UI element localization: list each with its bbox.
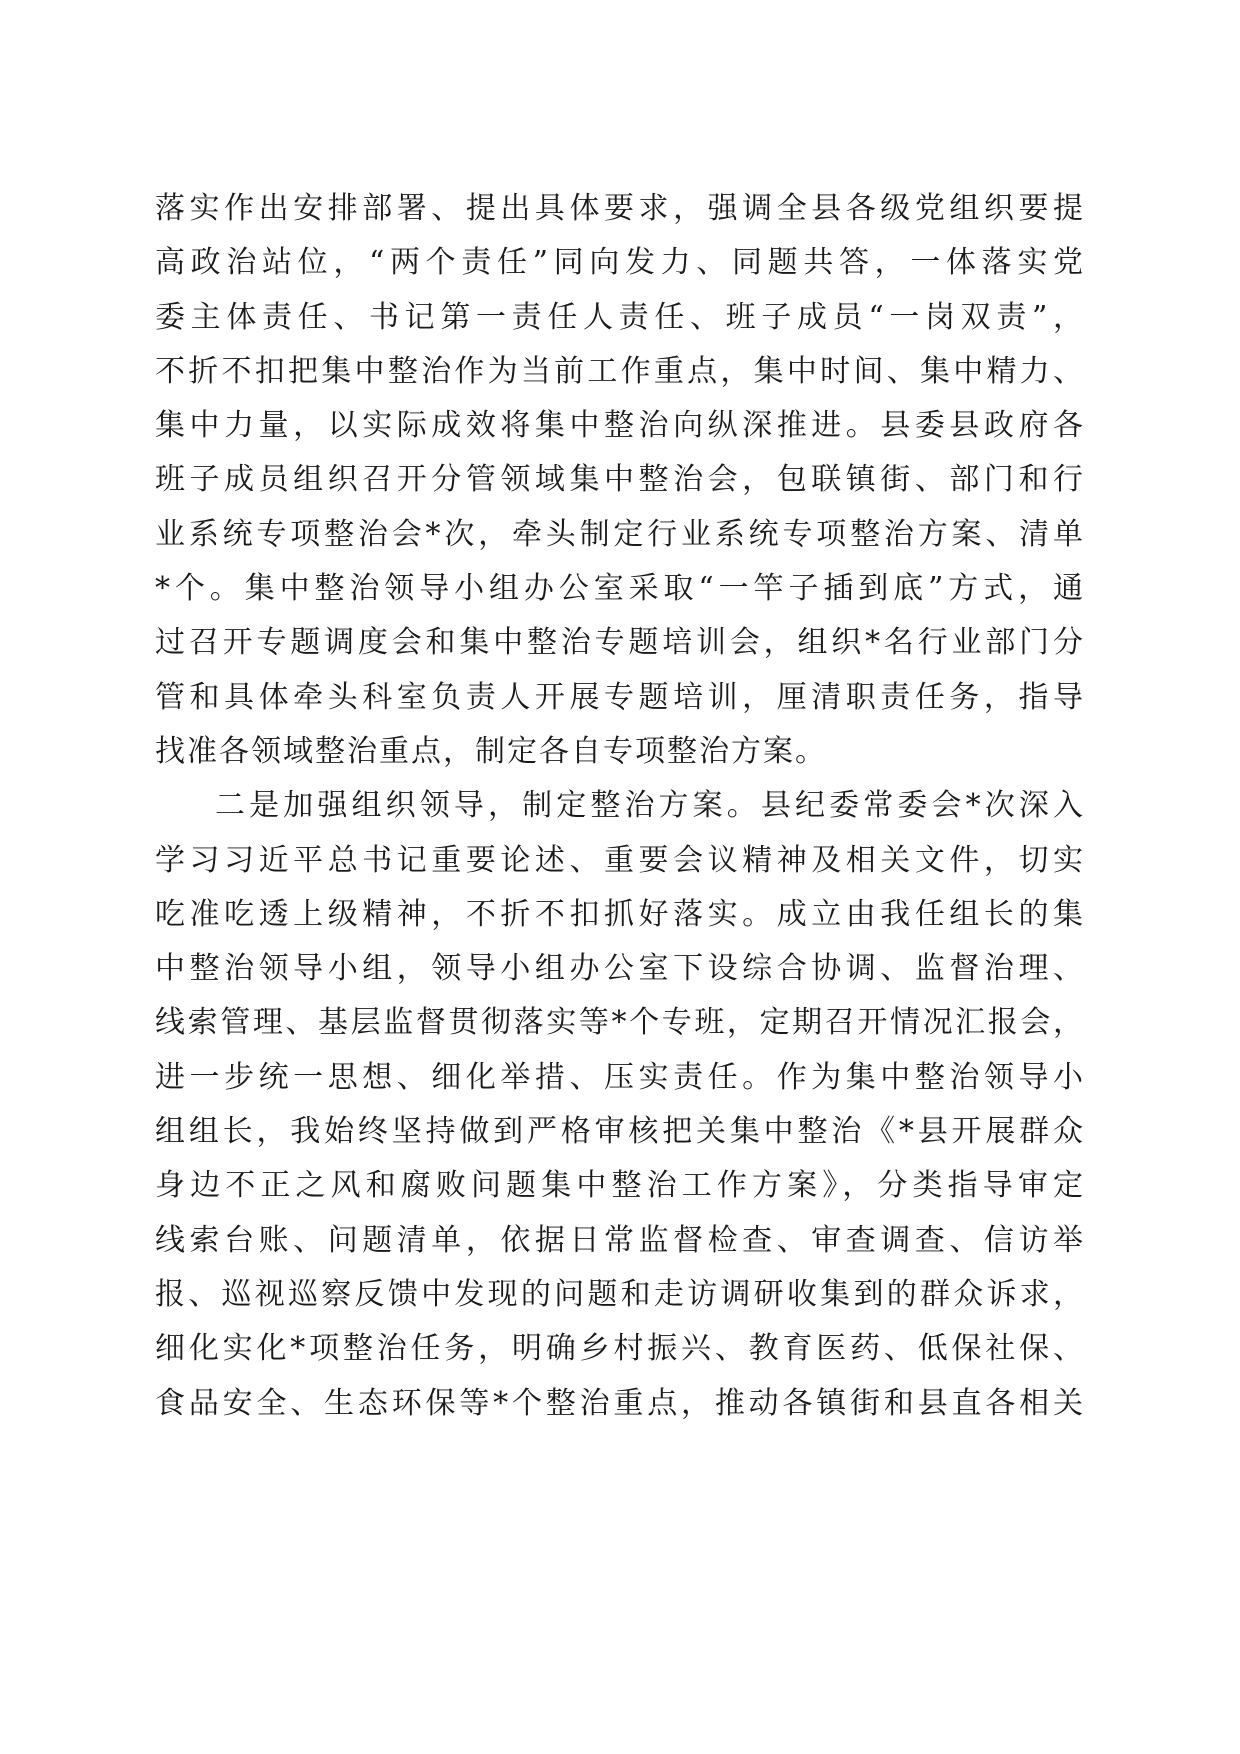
paragraph-heading-line: 二是加强组织领导，制定整治方案。县纪委常委会*次深入 <box>215 788 1085 824</box>
text-line-9: 过召开专题调度会和集中整治专题培训会，组织*名行业部门分 <box>155 625 1085 661</box>
text-line-11: 找准各领域整治重点，制定各自专项整治方案。 <box>155 733 827 769</box>
text-line-8: *个。集中整治领导小组办公室采取“一竿子插到底”方式，通 <box>155 571 1085 607</box>
text-line-13: 学习习近平总书记重要论述、重要会议精神及相关文件，切实 <box>155 842 1085 878</box>
text-line-4: 不折不扣把集中整治作为当前工作重点，集中时间、集中精力、 <box>155 353 1085 389</box>
text-line-1: 落实作出安排部署、提出具体要求，强调全县各级党组织要提 <box>155 191 1085 226</box>
body-text <box>155 182 1085 1431</box>
text-line-23: 食品安全、生态环保等*个整治重点，推动各镇街和县直各相关 <box>155 1385 1085 1421</box>
text-line-22: 细化实化*项整治任务，明确乡村振兴、教育医药、低保社保、 <box>155 1331 1085 1367</box>
text-line-15: 中整治领导小组，领导小组办公室下设综合协调、监督治理、 <box>155 951 1085 987</box>
text-line-3: 委主体责任、书记第一责任人责任、班子成员“一岗双责”， <box>155 299 1085 335</box>
text-line-5: 集中力量，以实际成效将集中整治向纵深推进。县委县政府各 <box>155 408 1085 444</box>
text-line-6: 班子成员组织召开分管领域集中整治会，包联镇街、部门和行 <box>155 462 1085 498</box>
text-line-17: 进一步统一思想、细化举措、压实责任。作为集中整治领导小 <box>155 1059 1085 1095</box>
text-line-7: 业系统专项整治会*次，牵头制定行业系统专项整治方案、清单 <box>155 516 1085 552</box>
text-line-21: 报、巡视巡察反馈中发现的问题和走访调研收集到的群众诉求， <box>155 1276 1085 1312</box>
text-line-18: 组组长，我始终坚持做到严格审核把关集中整治《*县开展群众 <box>155 1114 1085 1150</box>
text-line-19: 身边不正之风和腐败问题集中整治工作方案》，分类指导审定 <box>155 1168 1085 1204</box>
text-line-16: 线索管理、基层监督贯彻落实等*个专班，定期召开情况汇报会， <box>155 1005 1085 1041</box>
text-line-20: 线索台账、问题清单，依据日常监督检查、审查调查、信访举 <box>155 1222 1085 1258</box>
text-line-10: 管和具体牵头科室负责人开展专题培训，厘清职责任务，指导 <box>155 679 1085 715</box>
text-line-2: 高政治站位，“两个责任”同向发力、同题共答，一体落实党 <box>155 245 1085 281</box>
text-line-14: 吃准吃透上级精神，不折不扣抓好落实。成立由我任组长的集 <box>155 896 1085 932</box>
